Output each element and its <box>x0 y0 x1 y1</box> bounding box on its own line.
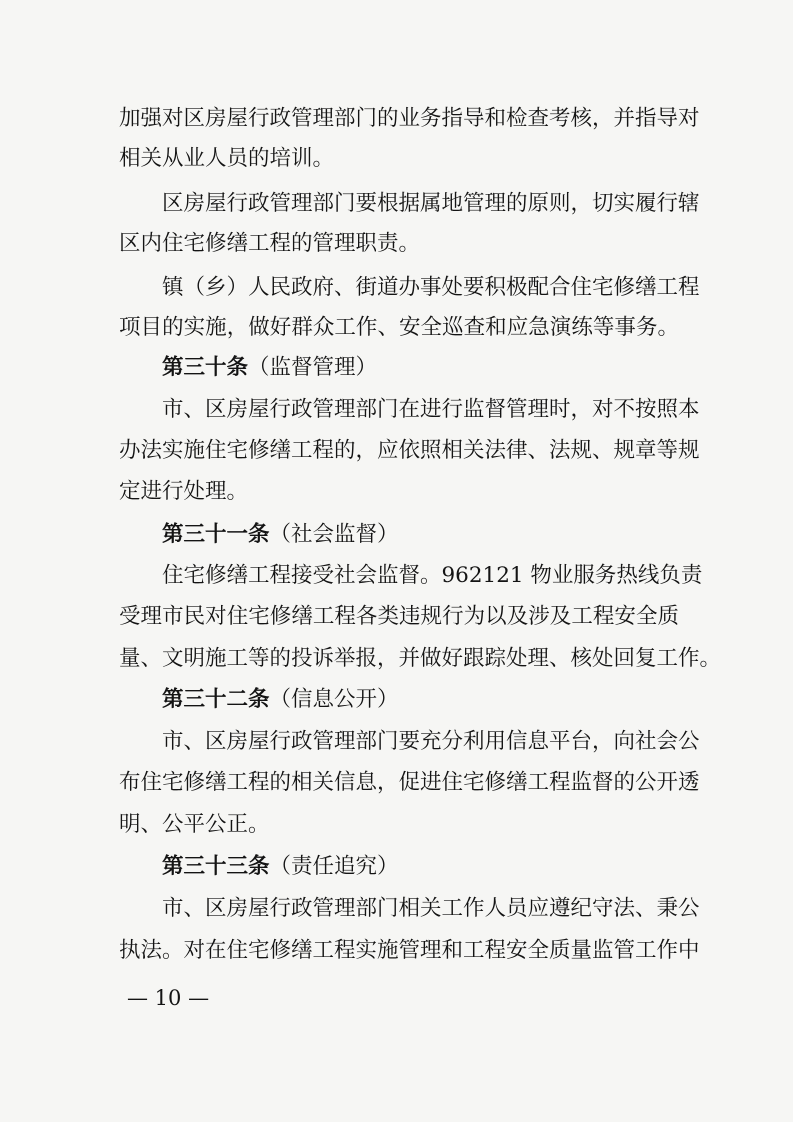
paragraph-line: 布住宅修缮工程的相关信息，促进住宅修缮工程监督的公开透 <box>119 770 700 795</box>
article-number: 第三十条 <box>162 355 249 380</box>
article-heading <box>162 357 377 379</box>
article-title: （责任追究） <box>269 854 399 879</box>
article-title: （信息公开） <box>269 687 399 712</box>
paragraph-line: 镇（乡）人民政府、街道办事处要积极配合住宅修缮工程 <box>162 275 700 300</box>
paragraph-line: 住宅修缮工程接受社会监督。962121 物业服务热线负责 <box>162 563 703 588</box>
article-heading <box>162 524 399 546</box>
paragraph-line: 加强对区房屋行政管理部门的业务指导和检查考核，并指导对 <box>119 106 700 131</box>
article-title: （监督管理） <box>248 355 378 380</box>
paragraph-line: 定进行处理。 <box>119 479 249 504</box>
article-heading <box>162 856 399 878</box>
paragraph-line: 市、区房屋行政管理部门相关工作人员应遵纪守法、秉公 <box>162 896 700 921</box>
article-number: 第三十二条 <box>162 687 270 712</box>
paragraph-line: 受理市民对住宅修缮工程各类违规行为以及涉及工程安全质 <box>119 604 679 629</box>
paragraph-line: 相关从业人员的培训。 <box>119 146 335 171</box>
page-number: — 10 — <box>127 986 210 1010</box>
paragraph-line: 执法。对在住宅修缮工程实施管理和工程安全质量监管工作中 <box>119 938 700 963</box>
paragraph-line: 区房屋行政管理部门要根据属地管理的原则，切实履行辖 <box>162 191 700 216</box>
article-heading <box>162 689 399 711</box>
article-title: （社会监督） <box>269 522 399 547</box>
article-number: 第三十一条 <box>162 522 270 547</box>
paragraph-line: 市、区房屋行政管理部门要充分利用信息平台，向社会公 <box>162 729 700 754</box>
article-number: 第三十三条 <box>162 854 270 879</box>
paragraph-line: 项目的实施，做好群众工作、安全巡查和应急演练等事务。 <box>119 315 679 340</box>
paragraph-line: 市、区房屋行政管理部门在进行监督管理时，对不按照本 <box>162 397 700 422</box>
paragraph-line: 量、文明施工等的投诉举报，并做好跟踪处理、核处回复工作。 <box>119 646 722 671</box>
paragraph-line: 明、公平公正。 <box>119 812 270 837</box>
paragraph-line: 区内住宅修缮工程的管理职责。 <box>119 231 421 256</box>
paragraph-line: 办法实施住宅修缮工程的，应依照相关法律、法规、规章等规 <box>119 438 700 463</box>
